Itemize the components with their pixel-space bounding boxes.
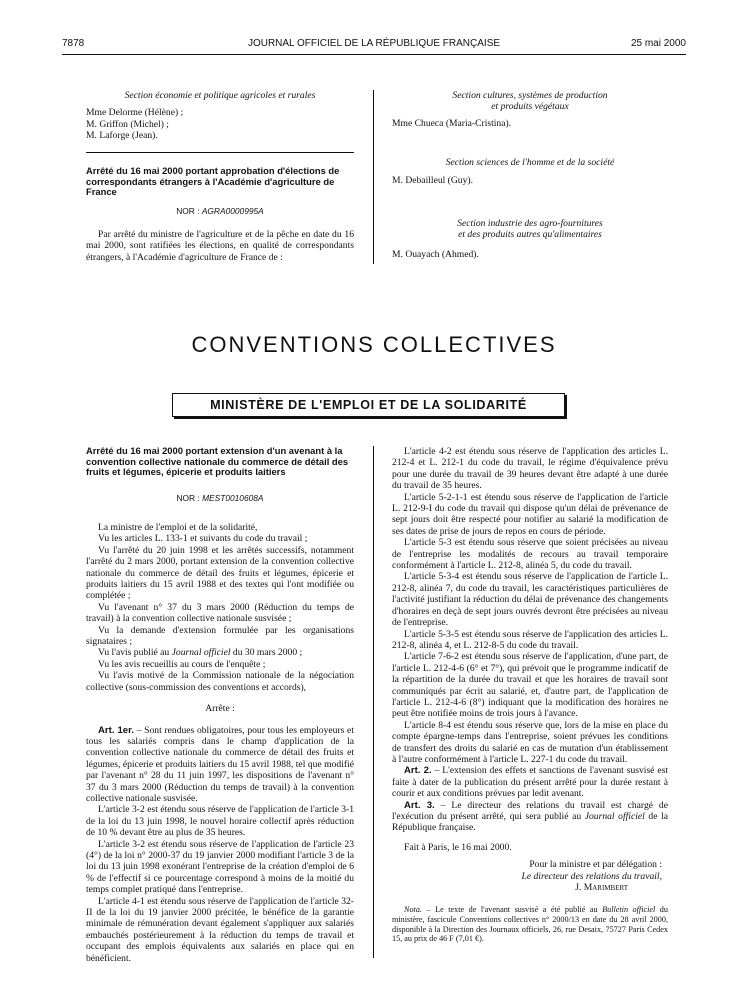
member-item: M. Ouayach (Ahmed). (392, 248, 479, 260)
section-title: Section économie et politique agricoles et rurales (124, 90, 316, 101)
paragraph: L'article 3-2 est étendu sous réserve de l'application de l'article 3-1 de la loi du 13 juin 1998, le nouvel horaire collectif après réduction de 10 % devant être au plus de 35 heures. (86, 804, 354, 839)
text-span: Vu l'avis publié au (98, 647, 172, 659)
journal-title: JOURNAL OFFICIEL DE LA RÉPUBLIQUE FRANÇAISE (247, 38, 501, 49)
note-label: Nota. (404, 905, 422, 915)
reserves-block (392, 446, 668, 944)
member-list (86, 107, 354, 141)
signature-line: Pour la ministre et par délégation : (529, 859, 662, 871)
paragraph: Vu les avis recueillis au cours de l'enquête ; (98, 658, 266, 670)
paragraph: L'article 8-4 est étendu sous réserve que, lors de la mise en place du compte épargne-temps dans l'entreprise, soient prévues les conditions de transfert des droits du salarié en cas de mutation d'un établissement à l'autre conformément à l'article L. 227-1 du code du travail. (392, 719, 668, 765)
article-text: – L'extension des effets et sanctions de l'avenant susvisé est faite à dater de la publication du présent arrêté pour la durée restant à courir et aux conditions prévues par ledit avenant. (392, 765, 668, 800)
signature-name: J. Marimbert (575, 882, 628, 894)
section-title-line: et produits végétaux (491, 101, 569, 113)
signature-line: Le directeur des relations du travail, (521, 870, 662, 882)
paragraph: L'article 4-2 est étendu sous réserve de l'application des articles L. 212-4 et L. 212-1 du code du travail, le régime d'équivalence prévu pour une durée du travail de 39 heures devant être adapté à une durée du travail de 35 heures. (392, 446, 668, 492)
visas-block (86, 522, 354, 964)
nor-reference (86, 206, 354, 217)
nor-reference (86, 493, 354, 504)
nor-label: NOR : (176, 493, 200, 503)
paragraph: Vu les articles L. 133-1 et suivants du code du travail ; (98, 533, 308, 545)
paragraph: L'article 5-3-4 est étendu sous réserve de l'application de l'article L. 212-8, alinéa 7, du code du travail, les caractéristiques particulières de l'activité justifiant la réduction du délai de prévenance des changements d'horaires en deçà de sept jours ouvrés devront être précisées au niveau de l'entreprise. (392, 571, 668, 629)
article-label: Art. 3. (404, 799, 435, 811)
section-title-line: et des produits autres qu'alimentaires (458, 229, 602, 241)
journal-italic: Journal officiel (584, 811, 645, 822)
separator-rule (86, 152, 354, 153)
column-divider (373, 90, 374, 264)
member-item: M. Griffon (Michel) ; (86, 118, 169, 130)
section-economie (86, 90, 354, 142)
column-divider (373, 446, 374, 958)
page-number: 7878 (62, 38, 85, 49)
section-title: Section sciences de l'homme et de la société (445, 157, 615, 168)
paragraph: L'article 7-6-2 est étendu sous réserve de l'application, d'une part, de l'article L. 212-4-6 (6° et 7°), qui prévoit que le programme indicatif de la répartition de la durée du travail et que les horaires de travail sont communiqués par écrit au salarié, et, d'autre part, de l'application de l'article L. 212-4-6 (8°) indiquant que la modification des horaires ne peut être notifiée moins de trois jours à l'avance. (392, 651, 668, 720)
conventions-collectives-heading: CONVENTIONS COLLECTIVES (191, 332, 557, 357)
member-item: Mme Chueca (Maria-Cristina). (392, 117, 512, 129)
section-industrie (392, 218, 668, 260)
paragraph: Vu l'arrêté du 20 juin 1998 et les arrêtés successifs, notamment l'arrêté du 2 mars 2000, portant extension de la convention collective nationale du commerce de détail des fruits et légumes, épicerie et produits laitiers du 15 avril 1988 et des textes qui l'ont modifiée ou complétée ; (86, 544, 354, 602)
arrete-word: Arrête : (205, 703, 235, 715)
issue-date: 25 mai 2000 (630, 38, 686, 49)
paragraph: L'article 4-1 est étendu sous réserve de l'application de l'article 32-II de la loi du 19 janvier 2000 précitée, le bénéfice de la garantie minimale de rémunération devant également s'appliquer aux salariés embauchés postérieurement à la réduction du temps de travail et occupant des emplois équivalents aux salariés en place qui en bénéficient. (86, 895, 354, 964)
member-item: Mme Delorme (Hélène) ; (86, 107, 184, 119)
ministry-heading: MINISTÈRE DE L'EMPLOI ET DE LA SOLIDARITÉ (172, 393, 565, 417)
section-title (392, 90, 668, 113)
article-label: Art. 2. (404, 765, 432, 777)
nor-code: AGRA0000995A (201, 206, 264, 216)
article-label: Art. 1er. (98, 724, 135, 736)
nor-code: MEST0010608A (202, 493, 264, 503)
member-item: M. Debailleul (Guy). (392, 175, 473, 187)
article-2 (392, 765, 668, 799)
bulletin-italic: Bulletin officiel (602, 905, 656, 915)
paragraph-avis (86, 647, 354, 658)
article-3 (392, 800, 668, 834)
section-cultures (392, 90, 668, 129)
paragraph: La ministre de l'emploi et de la solidarité, (98, 522, 258, 533)
text-span: du 30 mars 2000 ; (230, 647, 303, 659)
arrete-title-elections: Arrêté du 16 mai 2000 portant approbation d'élections de correspondants étrangers à l'Académie d'agriculture de France (86, 165, 340, 198)
fait-a-paris: Fait à Paris, le 16 mai 2000. (404, 841, 512, 853)
section-sciences (392, 157, 668, 187)
paragraph: L'article 5-2-1-1 est étendu sous réserve de l'application de l'article L. 212-9-I du code du travail qui dispose qu'un délai de prévenance de sept jours doit être respecté pour notifier au salarié la modification de ses dates de prise de jours de repos en cours de période. (392, 491, 668, 537)
journal-italic: Journal officiel (171, 647, 231, 659)
header-rule (62, 54, 686, 55)
page-header (62, 38, 686, 52)
nor-label: NOR : (176, 206, 200, 216)
section-title (392, 218, 668, 241)
note-text: – Le texte de l'avenant susvisé a été publié au (421, 905, 603, 915)
signature-block (392, 859, 668, 893)
article-1 (86, 725, 354, 805)
note-text: du ministère, fascicule Conventions collectives n° 2000/13 en date du 28 avril 2000, disponible à la Direction des Journaux officiels, 26, rue Desaix, 75727 Paris Cedex 15, au prix de 46 F (7,01 €). (392, 905, 668, 944)
arrete-title-extension: Arrêté du 16 mai 2000 portant extension d'un avenant à la convention collective nationale du commerce de détail des fruits et légumes, épicerie et produits laitiers (86, 445, 349, 478)
paragraph: Vu la demande d'extension formulée par les organisations signataires ; (86, 624, 354, 648)
paragraph: L'article 5-3 est étendu sous réserve que soient précisées au niveau de l'entreprise les modalités de recours au travail temporaire conformément à l'article L. 212-8, alinéa 5, du code du travail. (392, 537, 668, 572)
paragraph: Vu l'avenant n° 37 du 3 mars 2000 (Réduction du temps de travail) à la convention collective nationale susvisée ; (86, 601, 354, 625)
section-title-line: Section cultures, systèmes de production (452, 90, 608, 101)
article-text: de la République française. (392, 811, 669, 834)
member-item: M. Laforge (Jean). (86, 130, 158, 142)
paragraph: Vu l'avis motivé de la Commission nationale de la négociation collective (sous-commission des conventions et accords), (86, 670, 354, 693)
paragraph: L'article 5-3-5 est étendu sous réserve de l'application des articles L. 212-8, alinéa 4, et L. 212-8-5 du code du travail. (392, 628, 668, 651)
arrete-body-elections (86, 229, 354, 263)
nota-note (392, 905, 668, 943)
article-text: – Sont rendues obligatoires, pour tous les employeurs et tous les salariés compris dans le champ d'application de la convention collective nationale du commerce de détail des fruits et légumes, épicerie et produits laitiers du 15 avril 1988, tel que modifié par l'avenant n° 28 du 11 juin 1997, les dispositions de l'avenant n° 37 du 3 mars 2000 (Réduction du temps de travail) à la convention collective nationale susvisée. (86, 724, 354, 804)
paragraph: L'article 3-2 est étendu sous réserve de l'application de l'article 23 (4°) de la loi n° 2000-37 du 19 janvier 2000 modifiant l'article 3 de la loi du 13 juin 1998 exonérant l'entreprise de la création d'emploi de 6 % de l'effectif si ce pourcentage correspond à moins de la moitié du temps complet pratiqué dans l'entreprise. (86, 838, 354, 896)
section-title-line: Section industrie des agro-fournitures (457, 218, 603, 229)
paragraph: Par arrêté du ministre de l'agriculture et de la pêche en date du 16 mai 2000, sont ratifiées les élections, en qualité de correspondants étrangers, à l'Académie d'agriculture de France de : (86, 229, 354, 263)
article-text: – Le directeur des relations du travail est chargé de l'exécution du présent arrêté, qui sera publié au (392, 799, 668, 822)
